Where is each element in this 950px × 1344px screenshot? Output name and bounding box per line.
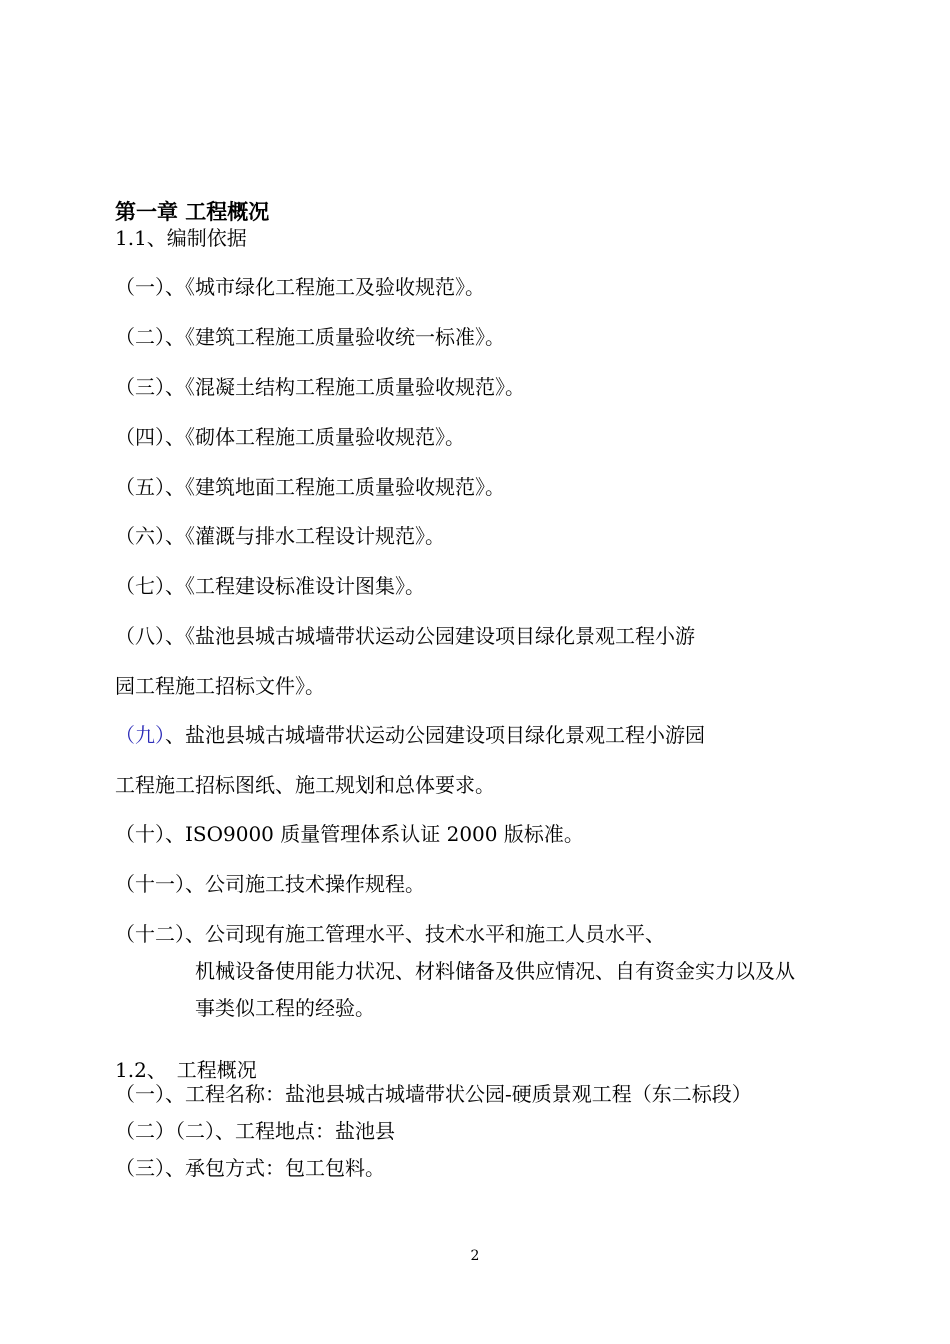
basis-item-10: （十）、ISO9000 质量管理体系认证 2000 版标准。: [115, 822, 584, 846]
basis-item-2: （二）、《建筑工程施工质量验收统一标准》。: [115, 325, 505, 349]
page-number: 2: [470, 1248, 480, 1264]
basis-item-12-line-3: 事类似工程的经验。: [195, 996, 375, 1020]
chapter-title: 第一章 工程概况: [115, 199, 270, 224]
basis-item-8-line-2: 园工程施工招标文件》。: [115, 674, 325, 698]
basis-item-9-line-2: 工程施工招标图纸、施工规划和总体要求。: [115, 773, 495, 797]
basis-item-9-line-1: [115, 721, 705, 749]
overview-item-3: （三）、承包方式：包工包料。: [115, 1156, 385, 1180]
basis-item-7: （七）、《工程建设标准设计图集》。: [115, 574, 425, 598]
section-heading-1-2: 1.2、 工程概况: [115, 1058, 257, 1082]
basis-item-12-line-1: （十二）、公司现有施工管理水平、技术水平和施工人员水平、: [115, 922, 665, 946]
basis-item-6: （六）、《灌溉与排水工程设计规范》。: [115, 524, 445, 548]
basis-item-3: （三）、《混凝土结构工程施工质量验收规范》。: [115, 375, 525, 399]
basis-item-5: （五）、《建筑地面工程施工质量验收规范》。: [115, 475, 505, 499]
overview-item-1: （一）、工程名称：盐池县城古城墙带状公园-硬质景观工程（东二标段）: [115, 1082, 752, 1106]
item-9-text: 、盐池县城古城墙带状运动公园建设项目绿化景观工程小游园: [165, 723, 705, 747]
basis-item-12-line-2: 机械设备使用能力状况、材料储备及供应情况、自有资金实力以及从: [195, 959, 795, 983]
basis-item-1: （一）、《城市绿化工程施工及验收规范》。: [115, 275, 485, 299]
basis-item-8-line-1: （八）、《盐池县城古城墙带状运动公园建设项目绿化景观工程小游: [115, 624, 695, 648]
section-heading-1-1: 1.1、编制依据: [115, 226, 247, 250]
basis-item-4: （四）、《砌体工程施工质量验收规范》。: [115, 425, 465, 449]
item-9-marker: （九）: [115, 723, 165, 747]
basis-item-11: （十一）、公司施工技术操作规程。: [115, 872, 425, 896]
overview-item-2: （二）（二）、工程地点：盐池县: [115, 1119, 395, 1143]
